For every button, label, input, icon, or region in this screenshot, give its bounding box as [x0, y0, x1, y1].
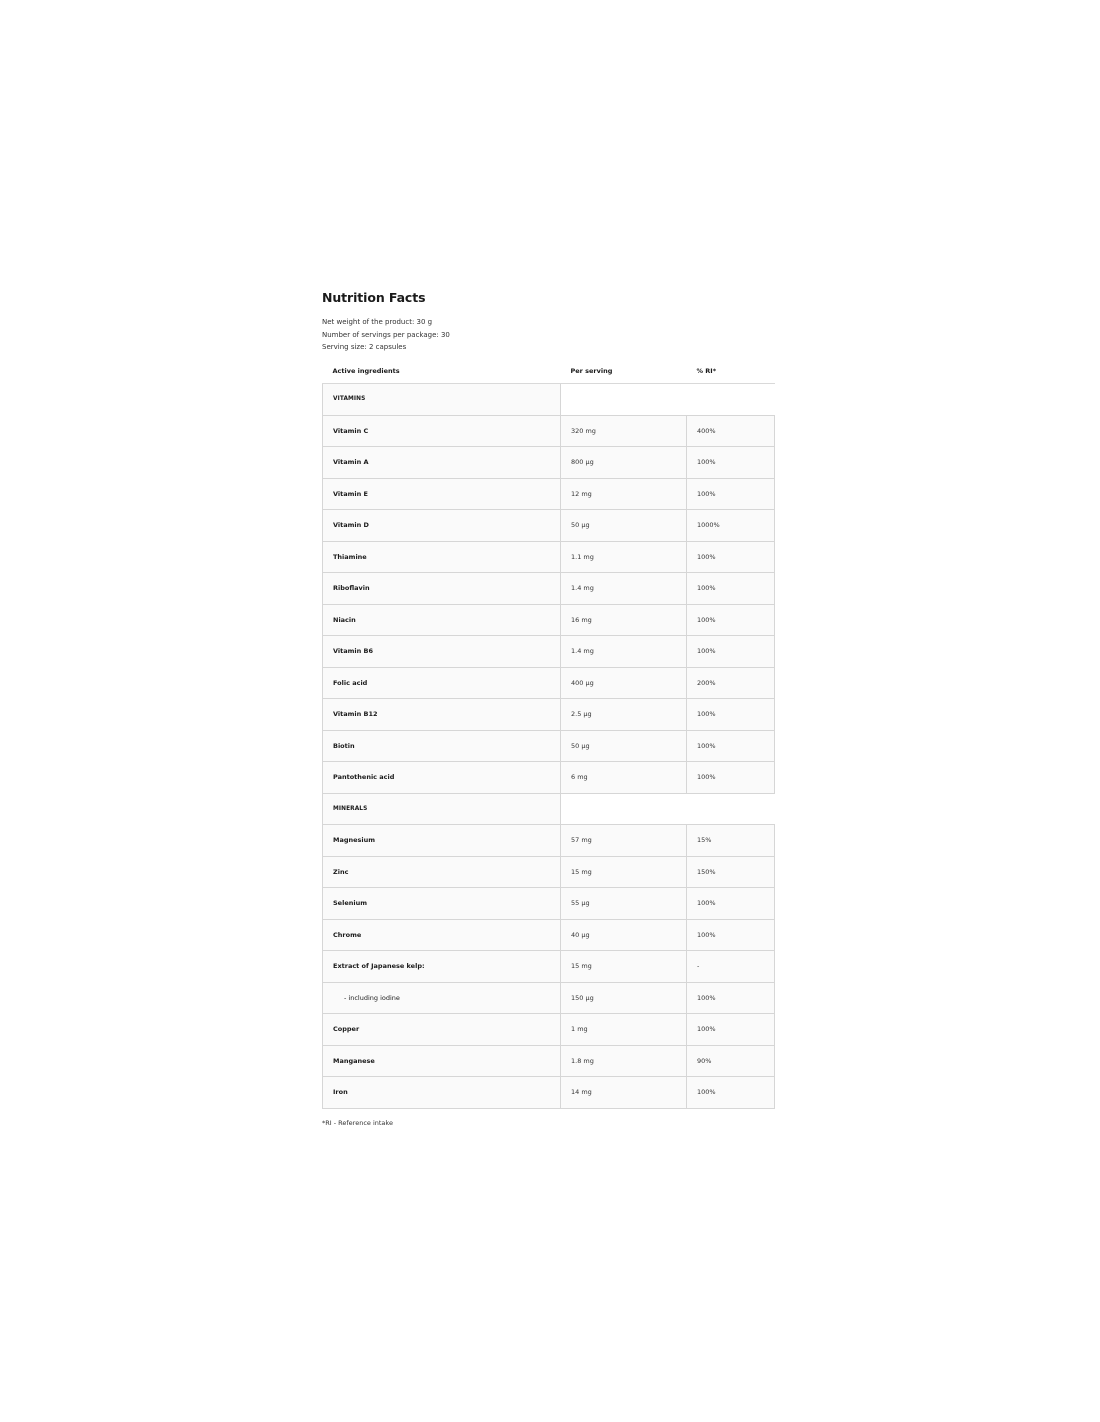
- ingredient-name: Copper: [323, 1014, 561, 1046]
- per-serving-amount: 150 µg: [561, 982, 687, 1014]
- per-serving-amount: 16 mg: [561, 604, 687, 636]
- ri-percentage: 400%: [687, 415, 775, 447]
- column-header-per-serving: Per serving: [561, 358, 687, 384]
- table-row: [323, 825, 775, 857]
- ri-percentage: 100%: [687, 919, 775, 951]
- section-label: MINERALS: [323, 793, 561, 825]
- ingredient-name: Thiamine: [323, 541, 561, 573]
- ri-percentage: 1000%: [687, 510, 775, 542]
- per-serving-amount: 6 mg: [561, 762, 687, 794]
- ri-percentage: 90%: [687, 1045, 775, 1077]
- table-header-row: [323, 358, 775, 384]
- ingredient-name: Zinc: [323, 856, 561, 888]
- ri-percentage: 100%: [687, 699, 775, 731]
- ri-percentage: 100%: [687, 1077, 775, 1109]
- table-row: [323, 888, 775, 920]
- section-row: [323, 384, 775, 416]
- per-serving-amount: 2.5 µg: [561, 699, 687, 731]
- ingredient-name: Biotin: [323, 730, 561, 762]
- nutrition-table: [322, 358, 775, 1109]
- per-serving-amount: 800 µg: [561, 447, 687, 479]
- ri-percentage: 100%: [687, 888, 775, 920]
- per-serving-amount: 15 mg: [561, 951, 687, 983]
- per-serving-amount: 12 mg: [561, 478, 687, 510]
- ingredient-name: Vitamin E: [323, 478, 561, 510]
- per-serving-amount: 1.4 mg: [561, 636, 687, 668]
- ri-percentage: 150%: [687, 856, 775, 888]
- ri-percentage: 100%: [687, 762, 775, 794]
- ri-percentage: 100%: [687, 478, 775, 510]
- table-row: [323, 604, 775, 636]
- per-serving-amount: 320 mg: [561, 415, 687, 447]
- per-serving-amount: 15 mg: [561, 856, 687, 888]
- column-header-ri: % RI*: [687, 358, 775, 384]
- per-serving-amount: 40 µg: [561, 919, 687, 951]
- table-row: [323, 636, 775, 668]
- ingredient-name: Vitamin C: [323, 415, 561, 447]
- ri-percentage: 100%: [687, 730, 775, 762]
- table-row: [323, 573, 775, 605]
- ri-percentage: 100%: [687, 982, 775, 1014]
- table-row: [323, 762, 775, 794]
- table-row: [323, 541, 775, 573]
- ri-percentage: 100%: [687, 636, 775, 668]
- ingredient-name: - including iodine: [323, 982, 561, 1014]
- per-serving-amount: 57 mg: [561, 825, 687, 857]
- ingredient-name: Riboflavin: [323, 573, 561, 605]
- per-serving-amount: 14 mg: [561, 1077, 687, 1109]
- ingredient-name: Niacin: [323, 604, 561, 636]
- table-row: [323, 667, 775, 699]
- table-row: [323, 699, 775, 731]
- per-serving-amount: 55 µg: [561, 888, 687, 920]
- ingredient-name: Iron: [323, 1077, 561, 1109]
- serving-size-text: Serving size: 2 capsules: [322, 343, 407, 351]
- table-row: [323, 447, 775, 479]
- section-spacer: [561, 384, 775, 416]
- per-serving-amount: 1.8 mg: [561, 1045, 687, 1077]
- ri-percentage: 100%: [687, 1014, 775, 1046]
- table-row: [323, 919, 775, 951]
- ingredient-name: Vitamin A: [323, 447, 561, 479]
- column-header-ingredient: Active ingredients: [323, 358, 561, 384]
- ri-percentage: 100%: [687, 573, 775, 605]
- ingredient-name: Chrome: [323, 919, 561, 951]
- ri-percentage: 100%: [687, 447, 775, 479]
- section-row: [323, 793, 775, 825]
- per-serving-amount: 50 µg: [561, 730, 687, 762]
- per-serving-amount: 1.4 mg: [561, 573, 687, 605]
- product-meta: [322, 316, 774, 354]
- table-row: [323, 1014, 775, 1046]
- ingredient-name: Vitamin B6: [323, 636, 561, 668]
- table-row: [323, 951, 775, 983]
- table-row: [323, 1077, 775, 1109]
- table-row: [323, 1045, 775, 1077]
- ri-percentage: 100%: [687, 541, 775, 573]
- ingredient-name: Pantothenic acid: [323, 762, 561, 794]
- ingredient-name: Folic acid: [323, 667, 561, 699]
- table-row: [323, 478, 775, 510]
- table-row: [323, 415, 775, 447]
- page-title: Nutrition Facts: [322, 290, 426, 305]
- ingredient-name: Magnesium: [323, 825, 561, 857]
- table-row: [323, 856, 775, 888]
- footnote: *RI - Reference intake: [322, 1119, 393, 1127]
- table-row: [323, 730, 775, 762]
- per-serving-amount: 50 µg: [561, 510, 687, 542]
- section-label: VITAMINS: [323, 384, 561, 416]
- ingredient-name: Vitamin B12: [323, 699, 561, 731]
- ingredient-name: Selenium: [323, 888, 561, 920]
- ri-percentage: 15%: [687, 825, 775, 857]
- ri-percentage: -: [687, 951, 775, 983]
- nutrition-facts-panel: [322, 289, 774, 1097]
- per-serving-amount: 1.1 mg: [561, 541, 687, 573]
- ri-percentage: 100%: [687, 604, 775, 636]
- per-serving-amount: 400 µg: [561, 667, 687, 699]
- ingredient-name: Vitamin D: [323, 510, 561, 542]
- servings-per-package-text: Number of servings per package: 30: [322, 330, 450, 339]
- ingredient-name: Extract of Japanese kelp:: [323, 951, 561, 983]
- section-spacer: [561, 793, 775, 825]
- net-weight-text: Net weight of the product: 30 g: [322, 318, 433, 326]
- table-row: [323, 982, 775, 1014]
- ri-percentage: 200%: [687, 667, 775, 699]
- table-body: [323, 384, 775, 1109]
- per-serving-amount: 1 mg: [561, 1014, 687, 1046]
- table-row: [323, 510, 775, 542]
- ingredient-name: Manganese: [323, 1045, 561, 1077]
